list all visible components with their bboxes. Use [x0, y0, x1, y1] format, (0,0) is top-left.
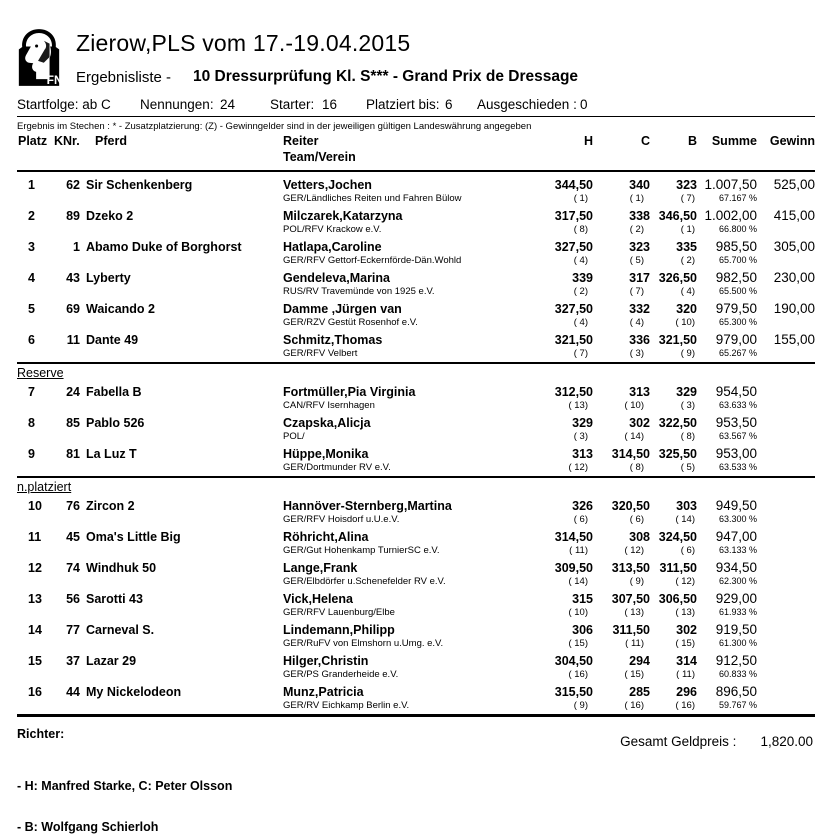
nennungen-value: 24 — [220, 97, 236, 112]
legend-note: Ergebnis im Stechen : * - Zusatzplatzierung: (Z) - Gewinngelder sind in der jeweiligen gültigen Landeswährung angegeben — [17, 121, 532, 132]
section-label-text: n.platziert — [17, 480, 72, 494]
row-score-h: 329 — [572, 416, 593, 430]
row-summe: 979,00 — [715, 332, 757, 347]
judges-h-c: - H: Manfred Starke, C: Peter Olsson — [17, 779, 233, 793]
row-summe: 934,50 — [715, 560, 757, 575]
row-gewinn: 305,00 — [773, 239, 815, 254]
row-gewinn: 525,00 — [773, 177, 815, 192]
table-row — [17, 683, 815, 714]
row-percent: 65.267 % — [718, 348, 757, 358]
row-rank-b: ( 15) — [675, 638, 695, 649]
col-summe: Summe — [711, 134, 757, 148]
fn-logo-text: FN — [46, 72, 63, 87]
info-divider — [17, 116, 815, 117]
row-score-h: 326 — [572, 499, 593, 513]
row-rank-c: ( 13) — [624, 607, 644, 618]
row-team-verein: GER/Ländliches Reiten und Fahren Bülow — [283, 193, 462, 204]
list-type-label: Ergebnisliste - — [76, 69, 172, 86]
row-summe: 953,00 — [715, 446, 757, 461]
row-percent: 59.767 % — [718, 700, 757, 710]
row-knr: 45 — [66, 530, 80, 544]
row-rank-c: ( 8) — [629, 462, 644, 473]
row-platz: 13 — [28, 592, 42, 606]
row-score-b: 322,50 — [658, 416, 697, 430]
row-score-b: 323 — [676, 178, 697, 192]
row-summe: 947,00 — [715, 529, 757, 544]
row-summe: 985,50 — [715, 239, 757, 254]
platziert-bis-label: Platziert bis: — [366, 97, 440, 112]
row-score-h: 313 — [572, 447, 593, 461]
row-reiter: Hilger,Christin — [283, 654, 369, 668]
col-platz: Platz — [18, 134, 48, 148]
row-pferd: Abamo Duke of Borghorst — [86, 240, 242, 254]
row-reiter: Czapska,Alicja — [283, 416, 371, 430]
row-percent: 63.533 % — [718, 462, 757, 472]
row-summe: 982,50 — [715, 270, 757, 285]
total-prize-label: Gesamt Geldpreis : — [620, 734, 737, 749]
row-rank-c: ( 3) — [629, 348, 644, 359]
row-rank-b: ( 10) — [675, 317, 695, 328]
row-pferd: Dante 49 — [86, 333, 139, 347]
table-row — [17, 300, 815, 331]
row-summe: 953,50 — [715, 415, 757, 430]
row-rank-h: ( 4) — [573, 317, 588, 328]
row-pferd: Sir Schenkenberg — [86, 178, 193, 192]
row-score-c: 307,50 — [611, 592, 650, 606]
row-rank-c: ( 14) — [624, 431, 644, 442]
row-score-c: 302 — [629, 416, 650, 430]
row-knr: 37 — [66, 654, 80, 668]
row-pferd: Pablo 526 — [86, 416, 145, 430]
row-score-c: 313 — [629, 385, 650, 399]
table-row — [17, 652, 815, 683]
row-score-b: 311,50 — [659, 561, 697, 575]
row-platz: 4 — [28, 271, 35, 285]
row-score-b: 303 — [676, 499, 697, 513]
row-score-c: 338 — [629, 209, 650, 223]
table-row — [17, 383, 815, 414]
row-score-h: 315 — [572, 592, 593, 606]
table-row — [17, 331, 815, 362]
row-rank-h: ( 13) — [568, 400, 588, 411]
row-knr: 76 — [66, 499, 80, 513]
row-reiter: Hatlapa,Caroline — [283, 240, 382, 254]
section-label-text: Reserve — [17, 366, 64, 380]
row-percent: 60.833 % — [718, 669, 757, 679]
row-score-b: 324,50 — [658, 530, 697, 544]
row-percent: 62.300 % — [718, 576, 757, 586]
table-row — [17, 590, 815, 621]
row-reiter: Vick,Helena — [283, 592, 353, 606]
row-reiter: Fortmüller,Pia Virginia — [283, 385, 416, 399]
competition-info-row — [0, 97, 826, 113]
row-rank-h: ( 10) — [568, 607, 588, 618]
row-score-h: 309,50 — [554, 561, 593, 575]
platziert-bis-value: 6 — [445, 97, 453, 112]
row-rank-b: ( 8) — [680, 431, 695, 442]
row-platz: 9 — [28, 447, 35, 461]
col-h: H — [583, 134, 593, 148]
row-rank-b: ( 5) — [680, 462, 695, 473]
row-platz: 6 — [28, 333, 35, 347]
row-reiter: Schmitz,Thomas — [283, 333, 383, 347]
table-row — [17, 414, 815, 445]
row-score-b: 296 — [676, 685, 697, 699]
row-score-h: 327,50 — [554, 302, 593, 316]
col-team-verein: Team/Verein — [283, 150, 356, 164]
row-knr: 1 — [73, 240, 80, 254]
row-summe: 896,50 — [715, 684, 757, 699]
table-row — [17, 445, 815, 476]
row-reiter: Damme ,Jürgen van — [283, 302, 402, 316]
table-header — [17, 134, 815, 166]
row-rank-h: ( 2) — [573, 286, 588, 297]
row-knr: 44 — [66, 685, 80, 699]
row-gewinn: 230,00 — [773, 270, 815, 285]
row-score-h: 312,50 — [554, 385, 593, 399]
row-platz: 11 — [28, 530, 42, 544]
row-knr: 43 — [66, 271, 80, 285]
row-percent: 61.300 % — [718, 638, 757, 648]
table-row — [17, 238, 815, 269]
row-rank-c: ( 2) — [629, 224, 644, 235]
row-summe: 919,50 — [715, 622, 757, 637]
row-pferd: Fabella B — [86, 385, 142, 399]
col-reiter: Reiter — [283, 134, 319, 148]
row-platz: 3 — [28, 240, 35, 254]
row-pferd: La Luz T — [86, 447, 137, 461]
row-score-c: 332 — [629, 302, 650, 316]
row-rank-b: ( 3) — [680, 400, 695, 411]
row-score-b: 306,50 — [658, 592, 697, 606]
row-team-verein: GER/Gut Hohenkamp TurnierSC e.V. — [283, 545, 440, 556]
row-knr: 89 — [66, 209, 80, 223]
row-pferd: Oma's Little Big — [86, 530, 181, 544]
event-title: 10 Dressurprüfung Kl. S*** - Grand Prix de Dressage — [193, 68, 579, 85]
row-rank-b: ( 6) — [680, 545, 695, 556]
row-knr: 85 — [66, 416, 80, 430]
row-score-c: 317 — [629, 271, 650, 285]
row-percent: 65.700 % — [718, 255, 757, 265]
row-rank-h: ( 12) — [568, 462, 588, 473]
row-score-c: 313,50 — [611, 561, 650, 575]
row-rank-h: ( 6) — [573, 514, 588, 525]
fn-horse-logo — [15, 28, 63, 87]
row-team-verein: GER/Dortmunder RV e.V. — [283, 462, 391, 473]
row-pferd: Carneval S. — [86, 623, 155, 637]
row-knr: 69 — [66, 302, 80, 316]
table-bottom-border — [17, 714, 815, 717]
row-gewinn: 155,00 — [773, 332, 815, 347]
header-divider — [17, 170, 815, 172]
row-rank-c: ( 4) — [629, 317, 644, 328]
row-reiter: Vetters,Jochen — [283, 178, 372, 192]
col-knr: KNr. — [54, 134, 80, 148]
row-team-verein: GER/RFV Gettorf-Eckernförde-Dän.Wohld — [283, 255, 462, 266]
row-rank-b: ( 11) — [676, 669, 695, 680]
row-team-verein: GER/RZV Gestüt Rosenhof e.V. — [283, 317, 418, 328]
judge-b: - B: Wolfgang Schierloh — [17, 820, 159, 834]
row-pferd: Sarotti 43 — [86, 592, 143, 606]
row-score-c: 308 — [629, 530, 650, 544]
row-team-verein: POL/ — [283, 431, 305, 442]
row-pferd: Zircon 2 — [86, 499, 135, 513]
row-reiter: Gendeleva,Marina — [283, 271, 390, 285]
row-platz: 1 — [28, 178, 35, 192]
row-score-c: 340 — [629, 178, 650, 192]
row-pferd: Lyberty — [86, 271, 131, 285]
row-team-verein: GER/RuFV von Elmshorn u.Umg. e.V. — [283, 638, 444, 649]
row-rank-h: ( 1) — [573, 193, 588, 204]
row-percent: 63.567 % — [718, 431, 757, 441]
row-summe: 1.002,00 — [704, 208, 757, 223]
ausgeschieden-value: 0 — [580, 97, 588, 112]
row-pferd: Waicando 2 — [86, 302, 155, 316]
table-row — [17, 559, 815, 590]
row-gewinn: 415,00 — [773, 208, 815, 223]
row-rank-h: ( 9) — [573, 700, 588, 711]
row-team-verein: CAN/RFV Isernhagen — [283, 400, 375, 411]
row-score-h: 327,50 — [554, 240, 593, 254]
row-score-h: 344,50 — [554, 178, 593, 192]
row-rank-b: ( 2) — [680, 255, 695, 266]
row-summe: 979,50 — [715, 301, 757, 316]
row-reiter: Lange,Frank — [283, 561, 358, 575]
row-rank-b: ( 16) — [675, 700, 695, 711]
row-rank-b: ( 14) — [675, 514, 695, 525]
row-score-b: 329 — [676, 385, 697, 399]
row-score-b: 314 — [676, 654, 697, 668]
row-rank-h: ( 7) — [573, 348, 588, 359]
row-score-h: 314,50 — [554, 530, 593, 544]
table-row — [17, 269, 815, 300]
row-rank-c: ( 12) — [624, 545, 644, 556]
ausgeschieden-label: Ausgeschieden : — [477, 97, 577, 112]
row-rank-c: ( 16) — [624, 700, 644, 711]
row-percent: 66.800 % — [718, 224, 757, 234]
row-pferd: Lazar 29 — [86, 654, 137, 668]
row-summe: 912,50 — [715, 653, 757, 668]
row-score-c: 294 — [629, 654, 650, 668]
row-platz: 8 — [28, 416, 35, 430]
row-rank-c: ( 5) — [629, 255, 644, 266]
row-pferd: Windhuk 50 — [86, 561, 157, 575]
row-platz: 10 — [28, 499, 42, 513]
row-percent: 61.933 % — [718, 607, 757, 617]
col-pferd: Pferd — [95, 134, 127, 148]
row-score-c: 320,50 — [611, 499, 650, 513]
row-rank-b: ( 12) — [675, 576, 695, 587]
row-summe: 1.007,50 — [704, 177, 757, 192]
row-rank-c: ( 9) — [629, 576, 644, 587]
row-score-h: 321,50 — [554, 333, 593, 347]
row-reiter: Milczarek,Katarzyna — [283, 209, 403, 223]
row-knr: 24 — [66, 385, 80, 399]
row-pferd: Dzeko 2 — [86, 209, 134, 223]
row-rank-b: ( 1) — [680, 224, 695, 235]
row-reiter: Hüppe,Monika — [283, 447, 369, 461]
row-score-h: 315,50 — [554, 685, 593, 699]
row-team-verein: GER/RFV Velbert — [283, 348, 358, 359]
total-prize-row — [620, 734, 813, 749]
row-score-b: 335 — [676, 240, 697, 254]
row-summe: 949,50 — [715, 498, 757, 513]
row-knr: 62 — [66, 178, 80, 192]
row-team-verein: GER/RFV Hoisdorf u.U.e.V. — [283, 514, 400, 525]
row-platz: 5 — [28, 302, 35, 316]
row-platz: 14 — [28, 623, 42, 637]
row-gewinn: 190,00 — [773, 301, 815, 316]
row-percent: 63.633 % — [718, 400, 757, 410]
row-reiter: Röhricht,Alina — [283, 530, 369, 544]
row-percent: 67.167 % — [718, 193, 757, 203]
row-rank-h: ( 14) — [568, 576, 588, 587]
row-score-h: 304,50 — [554, 654, 593, 668]
row-rank-c: ( 15) — [624, 669, 644, 680]
table-row — [17, 176, 815, 207]
row-rank-b: ( 9) — [680, 348, 695, 359]
row-platz: 15 — [28, 654, 42, 668]
row-score-b: 346,50 — [658, 209, 697, 223]
row-percent: 65.500 % — [718, 286, 757, 296]
row-score-h: 339 — [572, 271, 593, 285]
row-score-b: 320 — [676, 302, 697, 316]
row-platz: 12 — [28, 561, 42, 575]
row-knr: 11 — [66, 333, 80, 347]
total-prize-value: 1,820.00 — [760, 734, 813, 749]
table-row — [17, 497, 815, 528]
row-team-verein: GER/RV Eichkamp Berlin e.V. — [283, 700, 410, 711]
row-score-b: 321,50 — [658, 333, 697, 347]
row-platz: 2 — [28, 209, 35, 223]
row-score-c: 285 — [629, 685, 650, 699]
row-knr: 56 — [66, 592, 80, 606]
row-summe: 954,50 — [715, 384, 757, 399]
row-score-b: 325,50 — [658, 447, 697, 461]
row-rank-c: ( 1) — [629, 193, 644, 204]
col-b: B — [687, 134, 697, 148]
row-percent: 65.300 % — [718, 317, 757, 327]
row-team-verein: GER/RFV Lauenburg/Elbe — [283, 607, 395, 618]
starter-value: 16 — [322, 97, 338, 112]
row-rank-c: ( 10) — [624, 400, 644, 411]
row-rank-c: ( 6) — [629, 514, 644, 525]
starter-label: Starter: — [270, 97, 315, 112]
col-c: C — [640, 134, 650, 148]
row-reiter: Hannöver-Sternberg,Martina — [283, 499, 452, 513]
row-score-h: 317,50 — [554, 209, 593, 223]
table-row — [17, 621, 815, 652]
row-rank-h: ( 8) — [573, 224, 588, 235]
row-knr: 81 — [66, 447, 80, 461]
row-team-verein: GER/Elbdörfer u.Schenefelder RV e.V. — [283, 576, 446, 587]
row-rank-c: ( 11) — [625, 638, 644, 649]
row-rank-c: ( 7) — [629, 286, 644, 297]
section-label — [17, 476, 815, 497]
row-score-c: 311,50 — [612, 623, 650, 637]
row-knr: 74 — [66, 561, 80, 575]
row-score-b: 302 — [676, 623, 697, 637]
row-platz: 16 — [28, 685, 42, 699]
row-team-verein: RUS/RV Travemünde von 1925 e.V. — [283, 286, 435, 297]
row-rank-h: ( 4) — [573, 255, 588, 266]
row-score-c: 336 — [629, 333, 650, 347]
col-gewinn: Gewinn — [769, 134, 815, 148]
table-row — [17, 528, 815, 559]
row-team-verein: GER/PS Granderheide e.V. — [283, 669, 399, 680]
row-score-b: 326,50 — [658, 271, 697, 285]
row-knr: 77 — [66, 623, 80, 637]
richter-label: Richter: — [17, 727, 65, 741]
row-summe: 929,00 — [715, 591, 757, 606]
row-rank-b: ( 7) — [680, 193, 695, 204]
row-platz: 7 — [28, 385, 35, 399]
row-team-verein: POL/RFV Krackow e.V. — [283, 224, 382, 235]
row-score-c: 314,50 — [611, 447, 650, 461]
row-rank-h: ( 3) — [573, 431, 588, 442]
page-title: Zierow,PLS vom 17.-19.04.2015 — [76, 30, 411, 56]
results-table-body — [17, 176, 815, 717]
row-rank-h: ( 15) — [568, 638, 588, 649]
row-score-h: 306 — [572, 623, 593, 637]
row-percent: 63.300 % — [718, 514, 757, 524]
row-rank-h: ( 16) — [568, 669, 588, 680]
row-rank-h: ( 11) — [569, 545, 588, 556]
row-rank-b: ( 13) — [675, 607, 695, 618]
row-reiter: Munz,Patricia — [283, 685, 364, 699]
row-percent: 63.133 % — [718, 545, 757, 555]
nennungen-label: Nennungen: — [140, 97, 214, 112]
row-rank-b: ( 4) — [680, 286, 695, 297]
row-score-c: 323 — [629, 240, 650, 254]
startfolge-label: Startfolge: ab C — [17, 97, 111, 112]
row-pferd: My Nickelodeon — [86, 685, 182, 699]
section-label — [17, 362, 815, 383]
row-reiter: Lindemann,Philipp — [283, 623, 395, 637]
table-row — [17, 207, 815, 238]
